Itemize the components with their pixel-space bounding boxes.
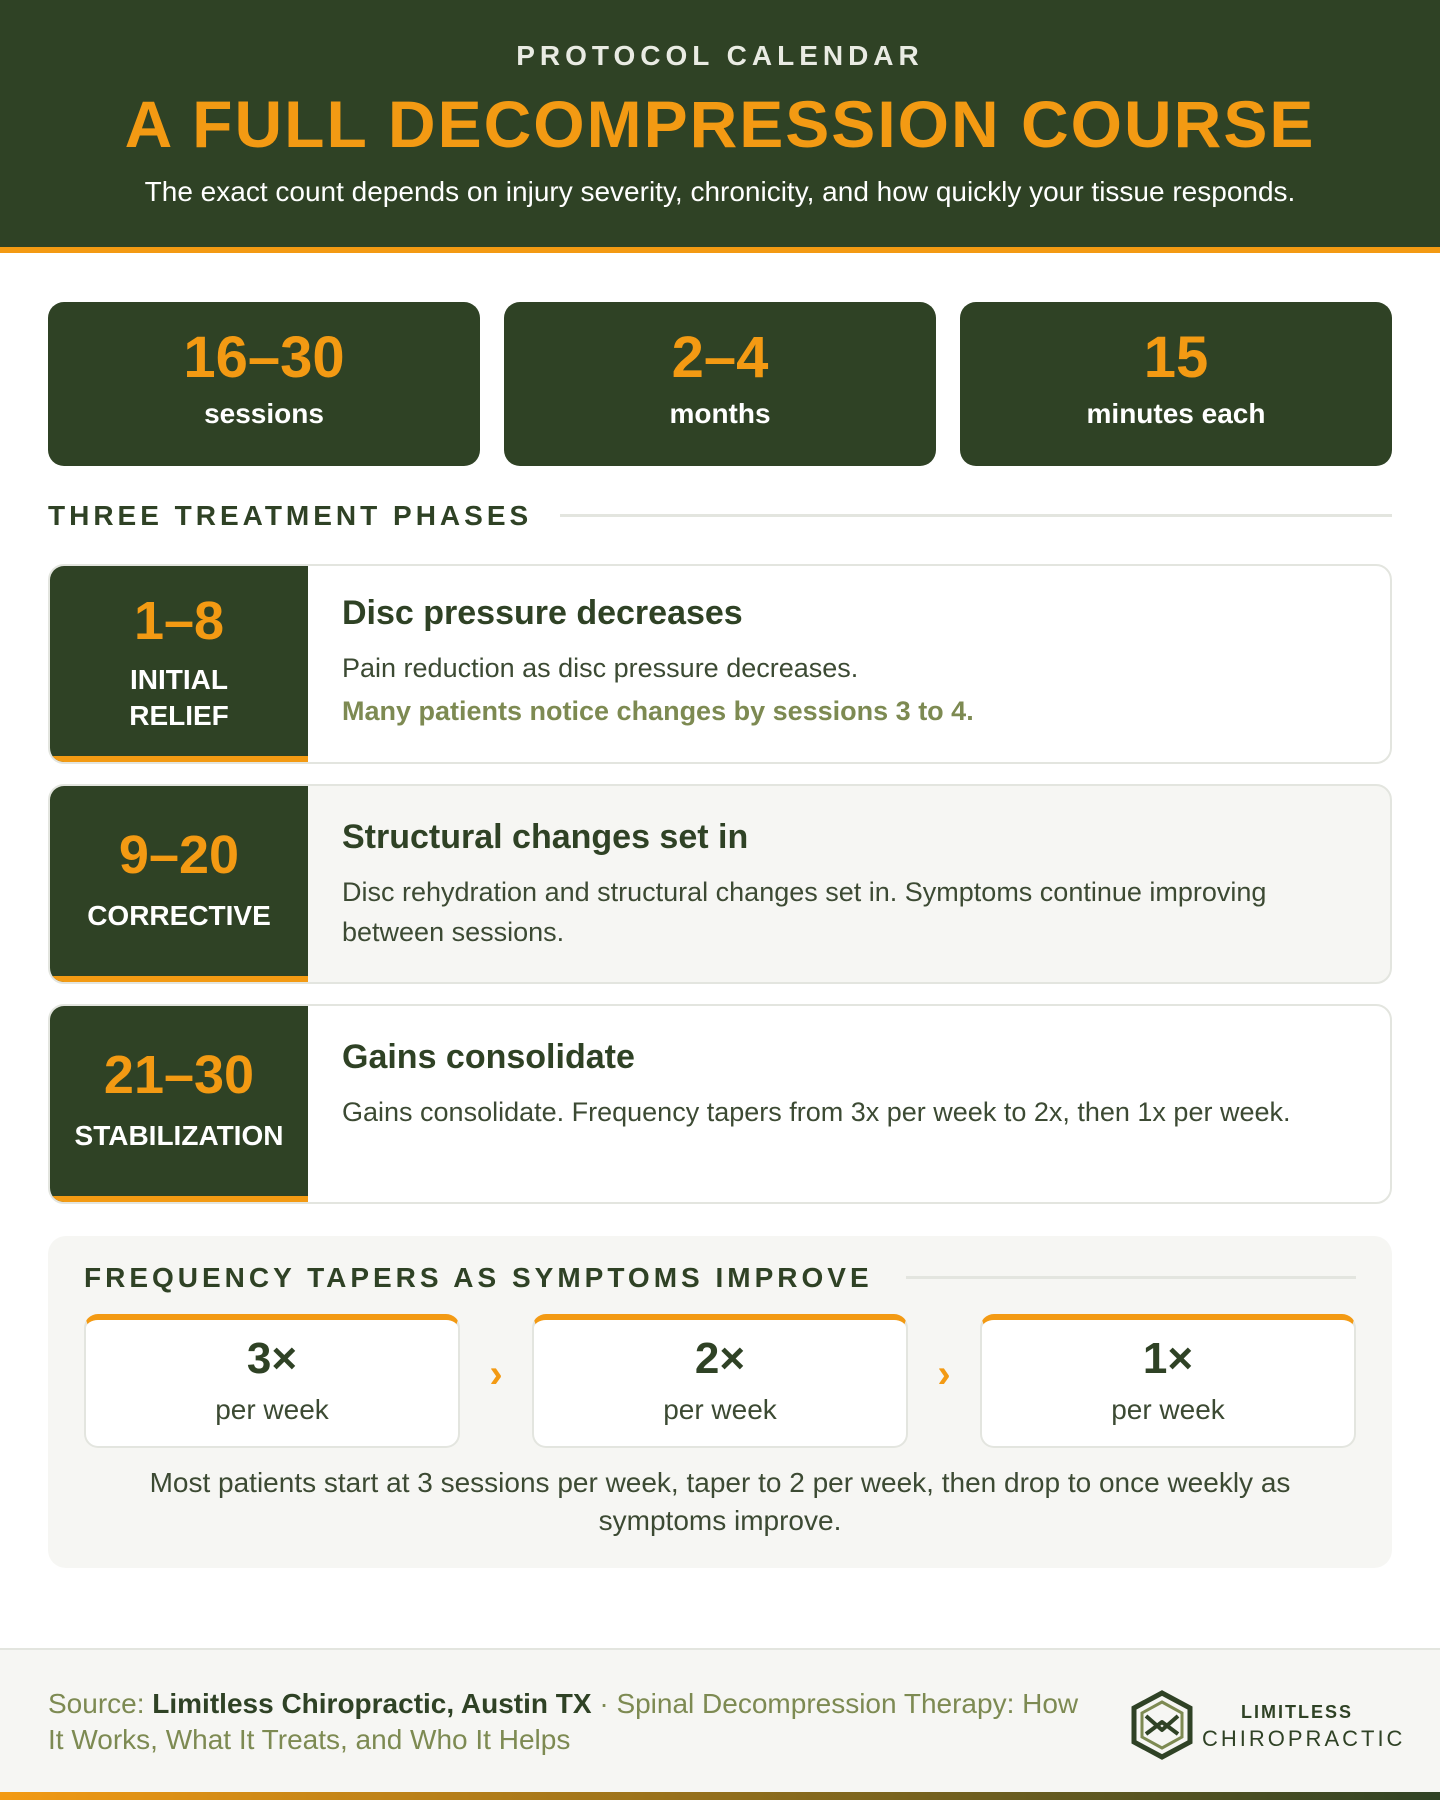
frequency-label: per week xyxy=(663,1394,777,1425)
hexagon-logo-icon xyxy=(1130,1690,1194,1760)
source-separator: · xyxy=(591,1688,617,1719)
frequency-value: 3× xyxy=(246,1334,298,1383)
page-subtitle: The exact count depends on injury severity, chronicity, and how quickly your tissue responds. xyxy=(144,176,1296,207)
phases-section-heading xyxy=(48,498,1392,532)
phase-badge xyxy=(50,786,308,982)
header-banner xyxy=(0,0,1440,253)
source-title: Spinal Decompression Therapy: How It Works, What It Treats, and Who It Helps xyxy=(48,1688,1079,1755)
frequency-label: per week xyxy=(1111,1394,1225,1425)
phase-card-corrective xyxy=(48,784,1392,984)
source-prefix: Source: xyxy=(48,1688,153,1719)
stat-card-minutes xyxy=(960,302,1392,466)
phase-title: Disc pressure decreases xyxy=(342,594,743,632)
phase-description: Pain reduction as disc pressure decreases. xyxy=(342,653,859,683)
frequency-caption: Most patients start at 3 sessions per week, taper to 2 per week, then drop to once weekly as symptoms improve. xyxy=(149,1467,1291,1536)
stat-label: months xyxy=(669,398,771,429)
phase-badge xyxy=(50,1006,308,1202)
frequency-step-1x xyxy=(980,1314,1356,1448)
phase-session-range: 21–30 xyxy=(103,1045,255,1105)
frequency-value: 2× xyxy=(694,1334,746,1383)
phase-badge xyxy=(50,566,308,762)
source-citation xyxy=(48,1686,1088,1758)
frequency-label: per week xyxy=(215,1394,329,1425)
stat-label: sessions xyxy=(204,398,324,429)
stat-card-sessions xyxy=(48,302,480,466)
footer-accent-bar xyxy=(0,1792,1440,1800)
phase-name-line1: INITIAL xyxy=(130,664,228,695)
chevron-right-icon: › xyxy=(937,1352,951,1396)
phase-description: Disc rehydration and structural changes set in. Symptoms continue improving between sessions. xyxy=(342,877,1267,947)
stat-label: minutes each xyxy=(1086,398,1266,429)
phases-heading-label: THREE TREATMENT PHASES xyxy=(48,500,533,531)
divider xyxy=(906,1276,1356,1279)
phase-title: Structural changes set in xyxy=(342,818,749,856)
phase-name: CORRECTIVE xyxy=(87,900,271,931)
phase-note: Many patients notice changes by sessions 3 to 4. xyxy=(342,696,974,726)
phase-card-stabilization xyxy=(48,1004,1392,1204)
source-name: Limitless Chiropractic, Austin TX xyxy=(152,1688,592,1719)
phase-title: Gains consolidate xyxy=(342,1038,635,1076)
stat-value: 2–4 xyxy=(671,325,769,390)
chevron-right-icon: › xyxy=(489,1352,503,1396)
logo-wordmark-bottom: CHIROPRACTIC xyxy=(1202,1726,1406,1751)
frequency-step-2x xyxy=(532,1314,908,1448)
frequency-heading: FREQUENCY TAPERS AS SYMPTOMS IMPROVE xyxy=(84,1262,873,1293)
frequency-step-3x xyxy=(84,1314,460,1448)
stat-card-months xyxy=(504,302,936,466)
phase-name-line2: RELIEF xyxy=(129,700,229,731)
stat-value: 15 xyxy=(1143,325,1209,390)
stat-value: 16–30 xyxy=(183,325,345,390)
frequency-value: 1× xyxy=(1142,1334,1194,1383)
phase-session-range: 9–20 xyxy=(118,825,240,885)
brand-logo xyxy=(1130,1686,1406,1762)
phase-name: STABILIZATION xyxy=(74,1120,284,1151)
stat-cards xyxy=(48,302,1392,466)
phase-card-initial-relief xyxy=(48,564,1392,764)
footer xyxy=(0,1648,1440,1800)
phase-description: Gains consolidate. Frequency tapers from 3x per week to 2x, then 1x per week. xyxy=(342,1097,1291,1127)
page-title: A FULL DECOMPRESSION COURSE xyxy=(124,87,1316,161)
frequency-taper-panel xyxy=(48,1236,1392,1568)
logo-wordmark-top: LIMITLESS xyxy=(1241,1702,1353,1722)
phase-session-range: 1–8 xyxy=(133,591,225,651)
eyebrow-label: PROTOCOL CALENDAR xyxy=(516,40,924,71)
divider xyxy=(560,514,1392,517)
